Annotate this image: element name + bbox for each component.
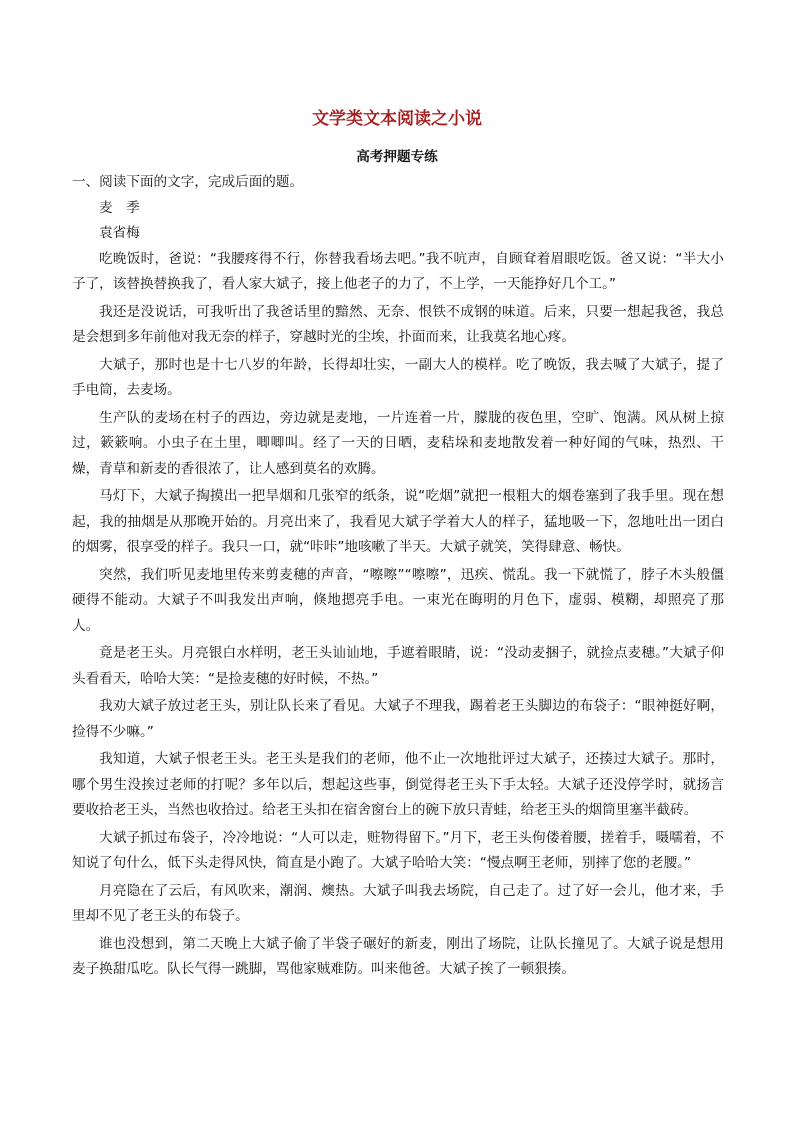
paragraph-10: 大斌子抓过布袋子，冷冷地说：“人可以走，赃物得留下。”月下，老王头佝偻着腰，搓着手，嗫嚅着，不知说了句什么，低下头走得风快，简直是小跑了。大斌子哈哈大笑：“慢点啊王老师，别摔了您的老腰。” <box>72 829 724 871</box>
paragraph-5: 马灯下，大斌子掏摸出一把旱烟和几张窄的纸条，说“吃烟”就把一根粗大的烟卷塞到了我手里。现在想起，我的抽烟是从那晚开始的。月亮出来了，我看见大斌子学着大人的样子，猛地吸一下，忽地吐出一团白的烟雾，很享受的样子。我只一口，就“咔咔”地咳嗽了半天。大斌子就笑，笑得肆意、畅快。 <box>72 488 724 555</box>
story-title: 麦 季 <box>99 199 140 216</box>
document-body <box>72 170 724 983</box>
paragraph-2: 我还是没说话，可我听出了我爸话里的黯然、无奈、恨铁不成钢的味道。后来，只要一想起我爸，我总是会想到多年前他对我无奈的样子，穿越时光的尘埃，扑面而来，让我莫名地心疼。 <box>72 303 724 345</box>
paragraph-3: 大斌子，那时也是十七八岁的年龄，长得却壮实，一副大人的模样。吃了晚饭，我去喊了大斌子，提了手电筒，去麦场。 <box>72 356 724 398</box>
paragraph-4: 生产队的麦场在村子的西边，旁边就是麦地，一片连着一片，朦胧的夜色里，空旷、饱满。风从树上掠过，簌簌响。小虫子在土里，唧唧叫。经了一天的日晒，麦秸垛和麦地散发着一种好闻的气味，热烈、干燥，青草和新麦的香很浓了，让人感到莫名的欢腾。 <box>72 409 724 477</box>
page-title: 文学类文本阅读之小说 <box>312 109 482 129</box>
instruction-text: 一、阅读下面的文字，完成后面的题。 <box>72 174 304 190</box>
paragraph-11: 月亮隐在了云后，有风吹来，潮润、燠热。大斌子叫我去场院，自己走了。过了好一会儿，他才来，手里却不见了老王头的布袋子。 <box>72 882 724 924</box>
page-subtitle: 高考押题专练 <box>356 149 438 165</box>
paragraph-8: 我劝大斌子放过老王头，别让队长来了看见。大斌子不理我，踢着老王头脚边的布袋子：“眼神挺好啊，捡得不少嘛。” <box>72 698 724 740</box>
paragraph-6: 突然，我们听见麦地里传来剪麦穗的声音，“嚓嚓”“嚓嚓”，迅疾、慌乱。我一下就慌了，脖子木头般僵硬得不能动。大斌子不叫我发出声响，倏地摁亮手电。一束光在晦明的月色下，虚弱、模糊，却照亮了那人。 <box>72 566 724 634</box>
paragraph-9: 我知道，大斌子恨老王头。老王头是我们的老师，他不止一次地批评过大斌子，还揍过大斌子。那时，哪个男生没挨过老师的打呢？多年以后，想起这些事，倒觉得老王头下手太轻。大斌子还没停学时，就扬言要收拾老王头，当然也收拾过。给老王头扣在宿舍窗台上的碗下放只青蛙，给老王头的烟筒里塞半截砖。 <box>72 751 724 818</box>
paragraph-12: 谁也没想到，第二天晚上大斌子偷了半袋子碾好的新麦，刚出了场院，让队长撞见了。大斌子说是想用麦子换甜瓜吃。队长气得一跳脚，骂他家贼难防。叫来他爸。大斌子挨了一顿狠揍。 <box>72 935 724 977</box>
paragraph-7: 竟是老王头。月亮银白水样明，老王头讪讪地，手遮着眼睛，说：“没动麦捆子，就捡点麦穗。”大斌子仰头看看天，哈哈大笑：“是捡麦穗的好时候，不热。” <box>72 645 724 687</box>
paragraph-1: 吃晚饭时，爸说：“我腰疼得不行，你替我看场去吧。”我不吭声，自顾耷着眉眼吃饭。爸又说：“半大小子了，该替换替换我了，看人家大斌子，接上他老子的力了，不上学，一天能挣好几个工。” <box>72 250 724 292</box>
story-author: 袁省梅 <box>99 225 140 241</box>
